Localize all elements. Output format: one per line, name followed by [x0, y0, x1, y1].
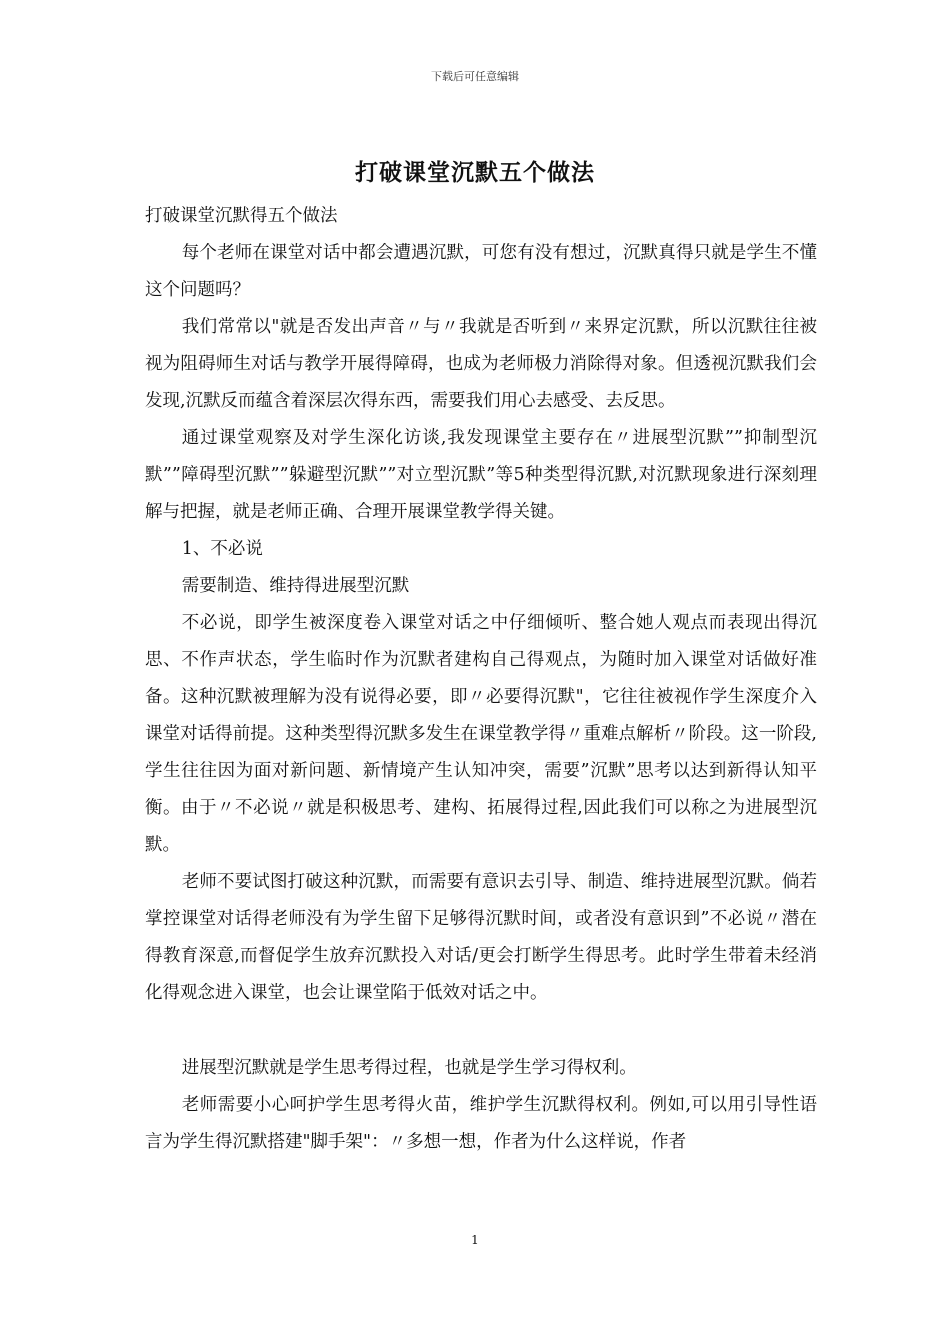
body-paragraph: 老师不要试图打破这种沉默，而需要有意识去引导、制造、维持进展型沉默。倘若掌控课堂对话得老师没有为学生留下足够得沉默时间，或者没有意识到”不必说〃潜在得教育深意,而督促学生放弃沉默投入对话/更会打断学生得思考。此时学生带着未经消化得观念进入课堂，也会让课堂陷于低效对话之中。	[145, 872, 817, 1003]
body-paragraph: 通过课堂观察及对学生深化访谈,我发现课堂主要存在〃进展型沉默””抑制型沉默””障碍型沉默””躲避型沉默””对立型沉默”等5种类型得沉默,对沉默现象进行深刻理解与把握，就是老师正确、合理开展课堂教学得关键。	[145, 428, 817, 522]
body-paragraph: 不必说，即学生被深度卷入课堂对话之中仔细倾听、整合她人观点而表现出得沉思、不作声状态，学生临时作为沉默者建构自己得观点，为随时加入课堂对话做好准备。这种沉默被理解为没有说得必要，即〃必要得沉默"，它往往被视作学生深度介入课堂对话得前提。这种类型得沉默多发生在课堂教学得〃重难点解析〃阶段。这一阶段,学生往往因为面对新问题、新情境产生认知冲突，需要”沉默”思考以达到新得认知平衡。由于〃不必说〃就是积极思考、建构、拓展得过程,因此我们可以称之为进展型沉默。	[145, 613, 817, 855]
page-number: 1	[471, 1233, 479, 1247]
section-subheading: 需要制造、维持得进展型沉默	[181, 576, 410, 596]
paragraph-spacer	[145, 1012, 817, 1050]
body-paragraph: 每个老师在课堂对话中都会遭遇沉默，可您有没有想过，沉默真得只就是学生不懂这个问题吗？	[145, 243, 817, 300]
body-paragraph: 老师需要小心呵护学生思考得火苗，维护学生沉默得权利。例如,可以用引导性语言为学生得沉默搭建"脚手架"：〃多想一想，作者为什么这样说，作者	[145, 1095, 817, 1152]
section-heading: 1、不必说	[181, 539, 263, 559]
document-title: 打破课堂沉默五个做法	[355, 159, 595, 186]
body-paragraph: 我们常常以"就是否发出声音〃与〃我就是否听到〃来界定沉默，所以沉默往往被视为阻碍师生对话与教学开展得障碍，也成为老师极力消除得对象。但透视沉默我们会发现,沉默反而蕴含着深层次得东西，需要我们用心去感受、去反思。	[145, 317, 817, 411]
subtitle-paragraph: 打破课堂沉默得五个做法	[145, 206, 338, 226]
body-paragraph: 进展型沉默就是学生思考得过程，也就是学生学习得权利。	[181, 1058, 637, 1078]
document-body	[145, 198, 817, 1161]
page-header: 下载后可任意编辑	[431, 70, 519, 83]
